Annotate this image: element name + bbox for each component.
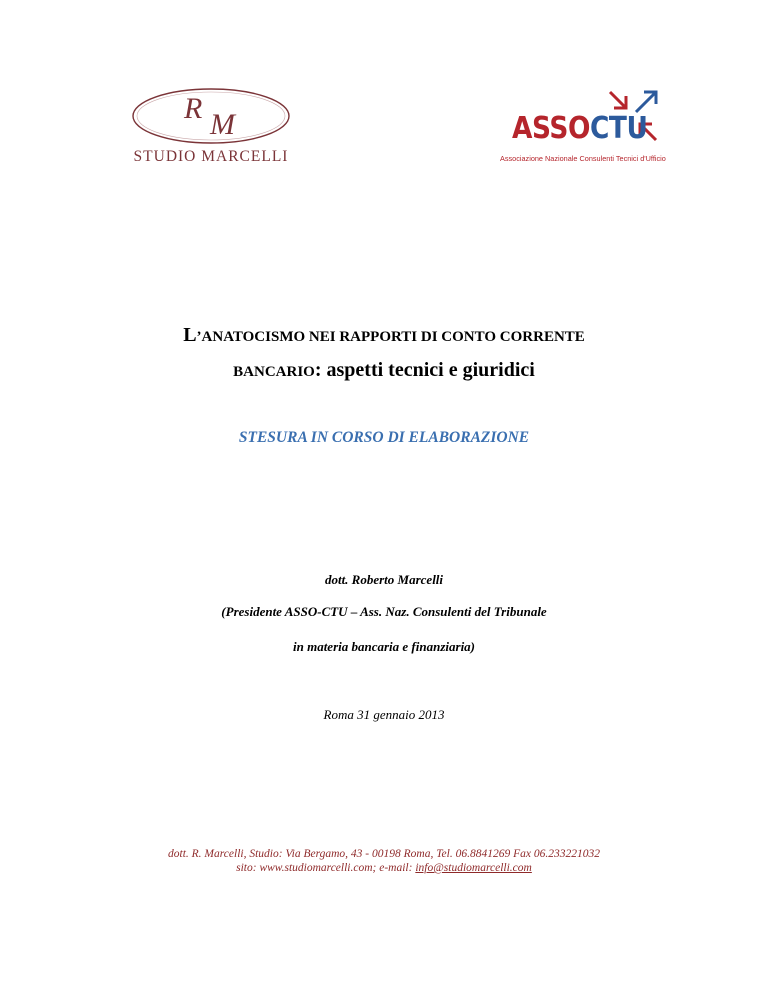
author-role-line1: (Presidente ASSO-CTU – Ass. Naz. Consulenti del Tribunale — [221, 604, 547, 619]
assoctu-wordmark: ASSOCTU — [512, 111, 648, 146]
footer-address: dott. R. Marcelli, Studio: Via Bergamo, 43 - 00198 Roma, Tel. 06.8841269 Fax 06.233221032 — [168, 848, 600, 860]
svg-text:R: R — [184, 92, 203, 125]
document-title-line1: L’ANATOCISMO NEI RAPPORTI DI CONTO CORRENTE — [183, 324, 585, 346]
assoctu-logo — [498, 84, 666, 174]
footer-contacts — [0, 862, 768, 874]
draft-status: STESURA IN CORSO DI ELABORAZIONE — [238, 429, 530, 446]
studio-marcelli-name: STUDIO MARCELLI — [133, 148, 289, 165]
author-name: dott. Roberto Marcelli — [324, 572, 444, 587]
rm-monogram-emblem — [122, 86, 300, 148]
footer-site-text: sito: www.studiomarcelli.com; e-mail: — [236, 862, 416, 874]
studio-marcelli-logo — [122, 86, 300, 170]
svg-text:M: M — [210, 108, 235, 141]
assoctu-tagline: Associazione Nazionale Consulenti Tecnici d'Ufficio — [500, 154, 666, 163]
email-link[interactable]: info@studiomarcelli.com — [415, 862, 532, 874]
document-title-line2: BANCARIO: aspetti tecnici e giuridici — [233, 359, 535, 381]
author-role-line2: in materia bancaria e finanziaria) — [292, 639, 476, 654]
place-date: Roma 31 gennaio 2013 — [323, 707, 445, 722]
